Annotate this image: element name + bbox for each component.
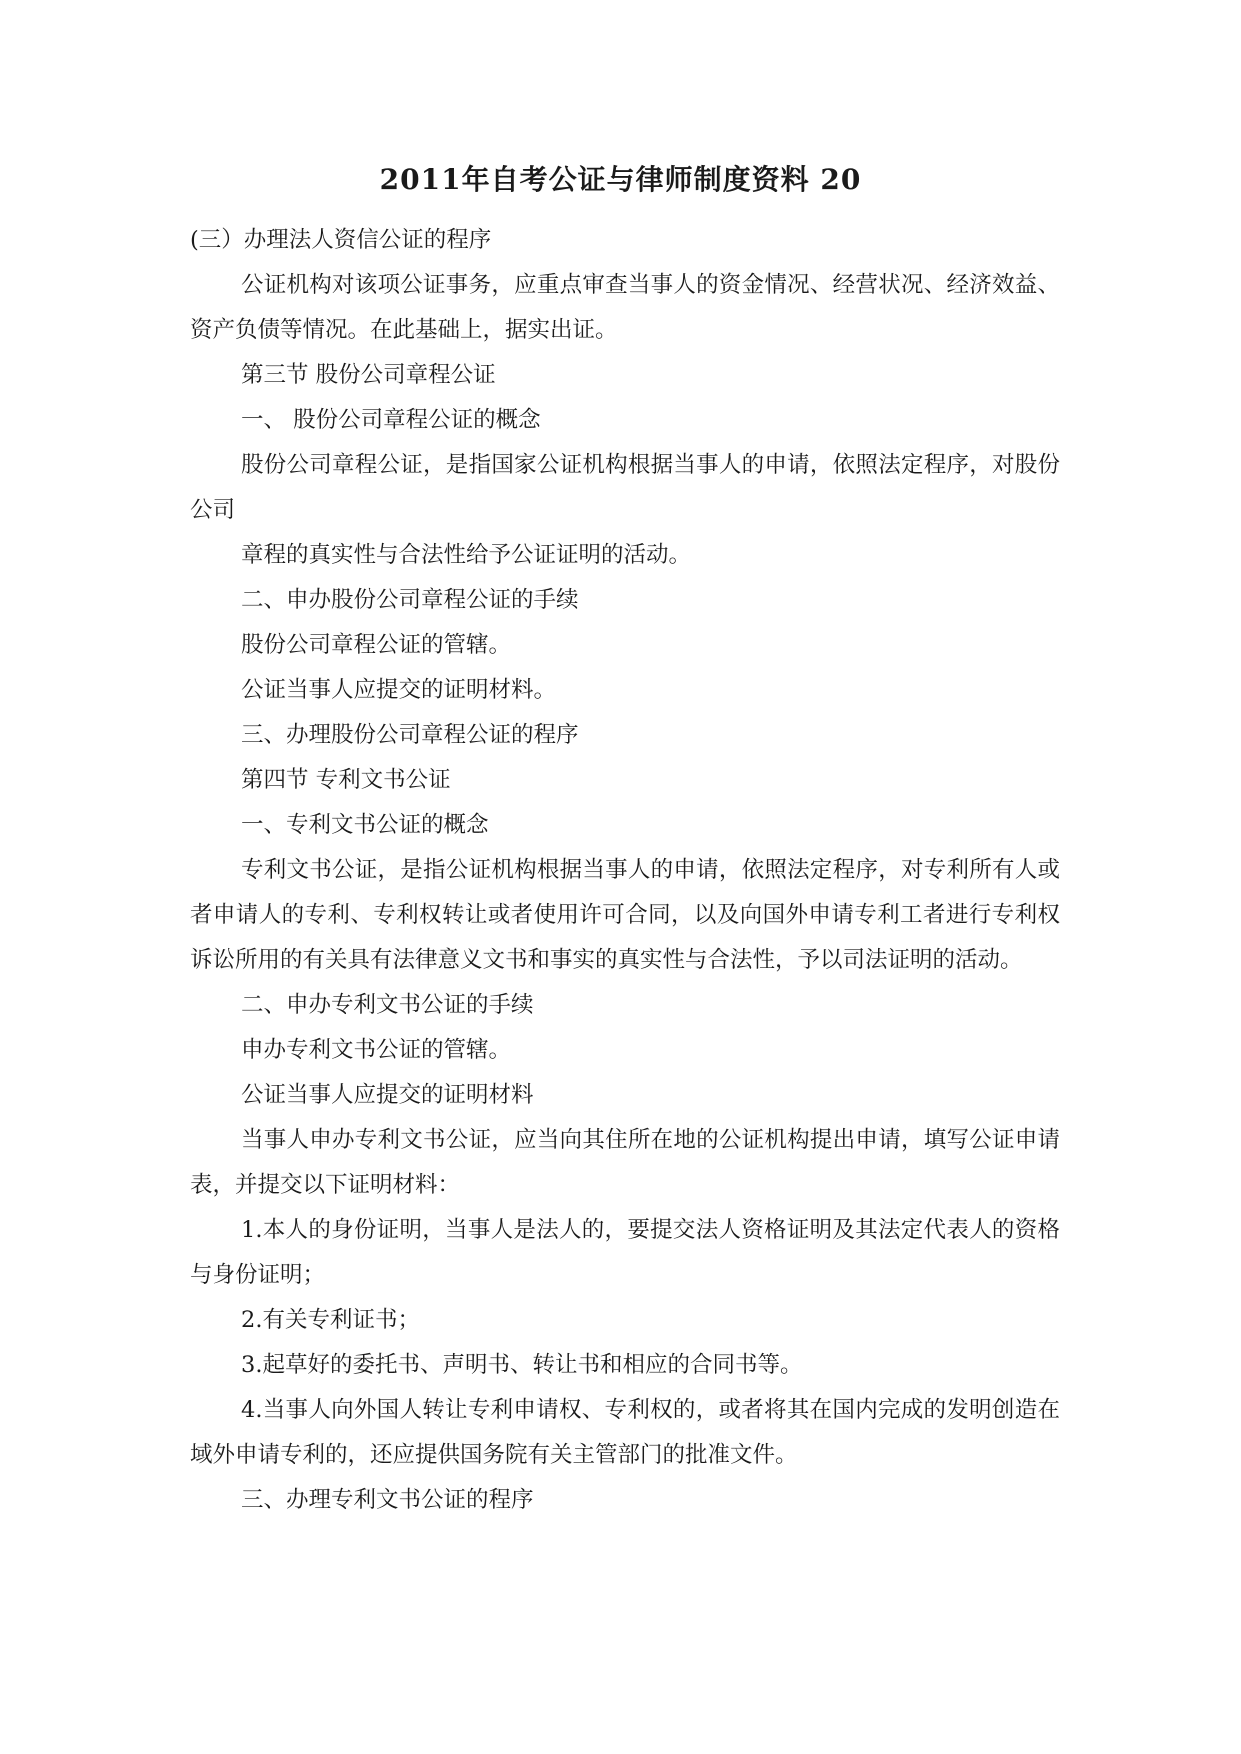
subsection-heading: 二、申办专利文书公证的手续 bbox=[241, 992, 534, 1018]
list-item: 3.起草好的委托书、声明书、转让书和相应的合同书等。 bbox=[241, 1352, 803, 1378]
paragraph: (三）办理法人资信公证的程序 bbox=[190, 227, 492, 253]
paragraph: 公证机构对该项公证事务，应重点审查当事人的资金情况、经营状况、经济效益、资产负债等情况。在此基础上，据实出证。 bbox=[190, 272, 1060, 343]
subsection-heading: 一、专利文书公证的概念 bbox=[241, 812, 489, 838]
subsection-heading: 三、办理股份公司章程公证的程序 bbox=[241, 722, 579, 748]
section-heading: 第四节 专利文书公证 bbox=[241, 767, 451, 793]
paragraph: 章程的真实性与合法性给予公证证明的活动。 bbox=[241, 542, 692, 568]
paragraph: 公证当事人应提交的证明材料。 bbox=[241, 677, 557, 703]
paragraph: 当事人申办专利文书公证，应当向其住所在地的公证机构提出申请，填写公证申请表，并提交以下证明材料： bbox=[190, 1127, 1060, 1198]
list-item: 1.本人的身份证明，当事人是法人的，要提交法人资格证明及其法定代表人的资格与身份证明； bbox=[190, 1217, 1060, 1288]
paragraph: 申办专利文书公证的管辖。 bbox=[241, 1037, 512, 1063]
list-item: 2.有关专利证书； bbox=[241, 1307, 420, 1333]
list-item: 4.当事人向外国人转让专利申请权、专利权的，或者将其在国内完成的发明创造在域外申请专利的，还应提供国务院有关主管部门的批准文件。 bbox=[190, 1397, 1060, 1468]
paragraph: 公证当事人应提交的证明材料 bbox=[241, 1082, 534, 1108]
subsection-heading: 一、 股份公司章程公证的概念 bbox=[241, 407, 541, 433]
subsection-heading: 二、申办股份公司章程公证的手续 bbox=[241, 587, 579, 613]
paragraph: 股份公司章程公证，是指国家公证机构根据当事人的申请，依照法定程序，对股份公司 bbox=[190, 452, 1060, 523]
document-title: 2011年自考公证与律师制度资料 20 bbox=[379, 163, 862, 196]
subsection-heading: 三、办理专利文书公证的程序 bbox=[241, 1487, 534, 1513]
document-body bbox=[190, 218, 1060, 1523]
section-heading: 第三节 股份公司章程公证 bbox=[241, 362, 496, 388]
paragraph: 股份公司章程公证的管辖。 bbox=[241, 632, 512, 658]
paragraph: 专利文书公证，是指公证机构根据当事人的申请，依照法定程序，对专利所有人或者申请人的专利、专利权转让或者使用许可合同，以及向国外申请专利工者进行专利权诉讼所用的有关具有法律意义文书和事实的真实性与合法性，予以司法证明的活动。 bbox=[190, 857, 1060, 973]
